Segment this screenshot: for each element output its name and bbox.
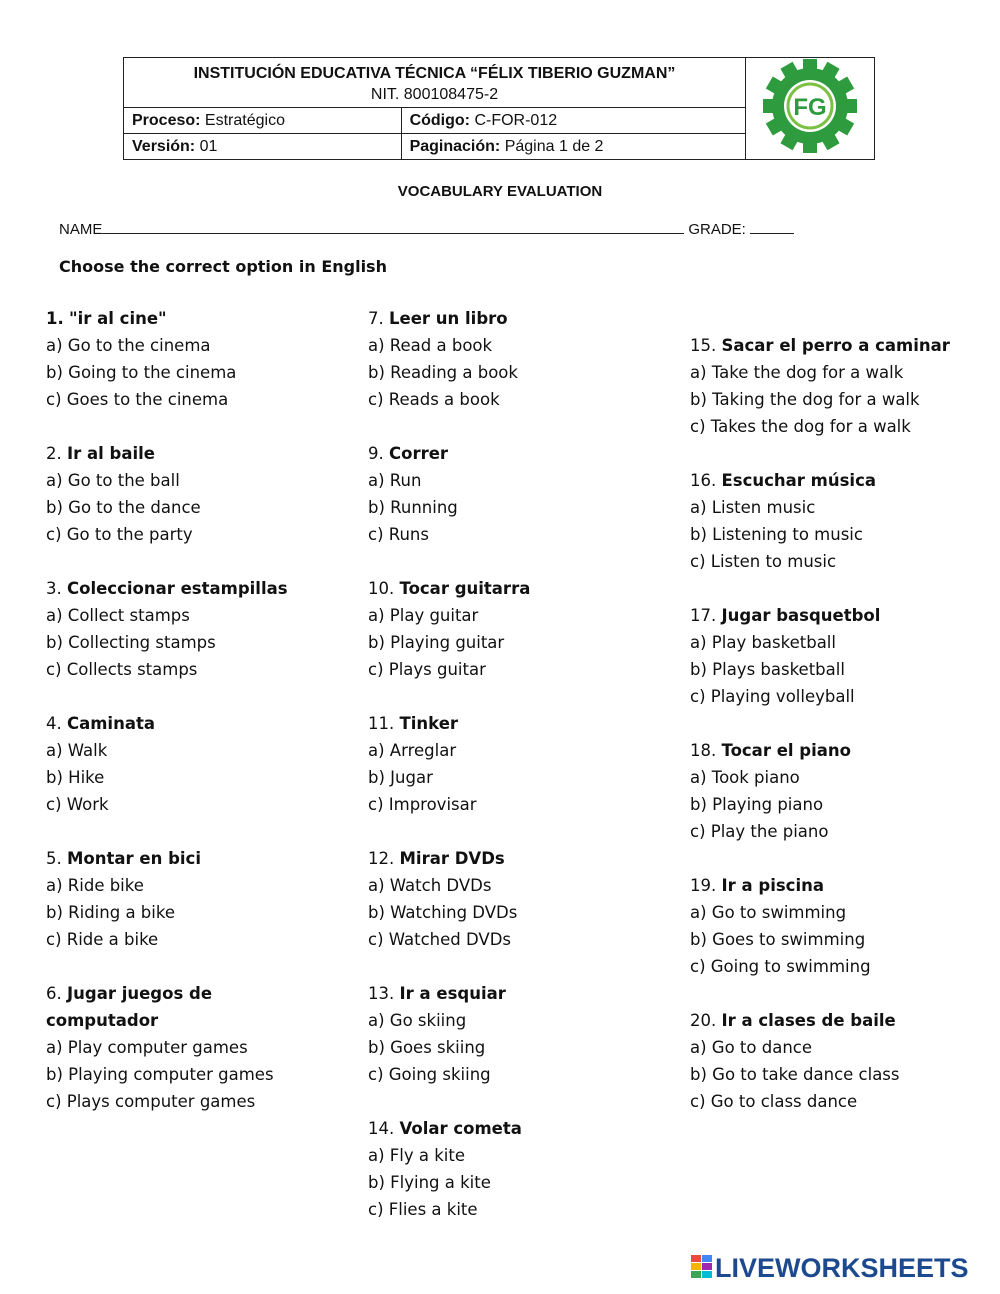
answer-option[interactable]: a) Play guitar	[368, 606, 479, 625]
answer-option[interactable]: c) Collects stamps	[46, 660, 198, 679]
question-column-3	[690, 332, 990, 1115]
answer-option[interactable]: a) Ride bike	[46, 876, 144, 895]
answer-option[interactable]: c) Runs	[368, 525, 429, 544]
question-block	[46, 305, 346, 413]
question-number: 19.	[690, 876, 717, 895]
answer-option[interactable]: b) Listening to music	[690, 525, 863, 544]
answer-option[interactable]: a) Go skiing	[368, 1011, 467, 1030]
name-label: NAME	[59, 221, 103, 238]
question-block	[690, 737, 990, 845]
answer-option[interactable]: a) Read a book	[368, 336, 493, 355]
question-title	[368, 575, 668, 602]
question-text: Tocar el piano	[721, 741, 851, 760]
question-spacer	[46, 953, 346, 980]
answer-option[interactable]: c) Flies a kite	[368, 1200, 478, 1219]
name-field[interactable]	[102, 219, 684, 234]
question-number: 17.	[690, 606, 717, 625]
question-spacer	[46, 548, 346, 575]
question-text-continued: computador	[46, 1011, 159, 1030]
question-block	[368, 1115, 668, 1223]
question-title	[46, 845, 346, 872]
answer-option[interactable]: a) Arreglar	[368, 741, 457, 760]
question-block	[368, 845, 668, 953]
question-block	[690, 1007, 990, 1115]
version-value: 01	[199, 137, 218, 155]
answer-option[interactable]: c) Playing volleyball	[690, 687, 855, 706]
name-grade-row	[59, 219, 794, 238]
question-title	[690, 467, 990, 494]
question-block	[368, 710, 668, 818]
question-column-2	[368, 305, 668, 1223]
question-spacer	[46, 413, 346, 440]
question-number: 4.	[46, 714, 62, 733]
question-text: "ir al cine"	[69, 309, 167, 328]
question-number: 3.	[46, 579, 62, 598]
answer-option[interactable]: b) Flying a kite	[368, 1173, 491, 1192]
codigo-value: C-FOR-012	[474, 111, 558, 129]
answer-option[interactable]: c) Work	[46, 795, 109, 814]
question-text: Sacar el perro a caminar	[721, 336, 950, 355]
logo-initials: FG	[793, 94, 827, 121]
grade-field[interactable]	[750, 219, 794, 234]
question-title	[46, 710, 346, 737]
answer-option[interactable]: c) Going to swimming	[690, 957, 871, 976]
question-block	[46, 845, 346, 953]
question-number: 2.	[46, 444, 62, 463]
question-text: Jugar basquetbol	[721, 606, 881, 625]
grade-label: GRADE:	[688, 221, 746, 238]
answer-option[interactable]: b) Playing guitar	[368, 633, 505, 652]
question-text: Ir a clases de baile	[721, 1011, 896, 1030]
question-text: Leer un libro	[389, 309, 508, 328]
question-number: 9.	[368, 444, 384, 463]
question-text: Tocar guitarra	[399, 579, 531, 598]
answer-option[interactable]: c) Reads a book	[368, 390, 500, 409]
answer-option[interactable]: b) Jugar	[368, 768, 433, 787]
answer-option[interactable]: b) Running	[368, 498, 458, 517]
question-block	[368, 575, 668, 683]
question-text: Volar cometa	[399, 1119, 522, 1138]
answer-option[interactable]: a) Play basketball	[690, 633, 836, 652]
question-text: Jugar juegos de	[67, 984, 213, 1003]
question-spacer	[368, 548, 668, 575]
paginacion-cell	[401, 134, 745, 160]
answer-option[interactable]: a) Run	[368, 471, 422, 490]
question-title	[690, 332, 990, 359]
question-text: Tinker	[399, 714, 459, 733]
question-number: 5.	[46, 849, 62, 868]
answer-option[interactable]: b) Collecting stamps	[46, 633, 216, 652]
question-block	[46, 440, 346, 548]
answer-option[interactable]: a) Listen music	[690, 498, 816, 517]
question-block	[46, 980, 346, 1115]
proceso-value: Estratégico	[204, 111, 285, 129]
answer-option[interactable]: c) Go to class dance	[690, 1092, 858, 1111]
question-spacer	[690, 845, 990, 872]
answer-option[interactable]: b) Playing piano	[690, 795, 824, 814]
answer-option[interactable]: c) Plays computer games	[46, 1092, 256, 1111]
question-title	[690, 872, 990, 899]
question-spacer	[368, 413, 668, 440]
question-title	[690, 1007, 990, 1034]
answer-option[interactable]: b) Watching DVDs	[368, 903, 518, 922]
answer-option[interactable]: c) Goes to the cinema	[46, 390, 229, 409]
instruction: Choose the correct option in English	[59, 257, 387, 276]
question-text: Coleccionar estampillas	[67, 579, 288, 598]
question-text: Ir a esquiar	[399, 984, 506, 1003]
question-number: 1.	[46, 309, 64, 328]
nit-number: NIT. 800108475-2	[370, 85, 499, 103]
question-number: 16.	[690, 471, 717, 490]
answer-option[interactable]: a) Took piano	[690, 768, 800, 787]
answer-option[interactable]: a) Go to the ball	[46, 471, 180, 490]
answer-option[interactable]: c) Ride a bike	[46, 930, 159, 949]
answer-option[interactable]: b) Playing computer games	[46, 1065, 274, 1084]
answer-option[interactable]: b) Reading a book	[368, 363, 518, 382]
answer-option[interactable]: a) Collect stamps	[46, 606, 190, 625]
answer-option[interactable]: c) Takes the dog for a walk	[690, 417, 911, 436]
question-number: 20.	[690, 1011, 717, 1030]
question-text: Caminata	[67, 714, 155, 733]
question-spacer	[46, 818, 346, 845]
question-column-1	[46, 305, 346, 1115]
question-number: 18.	[690, 741, 717, 760]
answer-option[interactable]: b) Plays basketball	[690, 660, 845, 679]
answer-option[interactable]: c) Listen to music	[690, 552, 837, 571]
answer-option[interactable]: c) Going skiing	[368, 1065, 491, 1084]
question-block	[368, 305, 668, 413]
question-text: Mirar DVDs	[399, 849, 505, 868]
question-title	[368, 1115, 668, 1142]
question-spacer	[690, 440, 990, 467]
question-number: 12.	[368, 849, 395, 868]
question-spacer	[46, 683, 346, 710]
question-title	[46, 575, 346, 602]
question-block	[690, 332, 990, 440]
question-spacer	[690, 710, 990, 737]
version-cell	[124, 134, 402, 160]
question-text: Montar en bici	[67, 849, 201, 868]
answer-option[interactable]: a) Play computer games	[46, 1038, 248, 1057]
answer-option[interactable]: a) Fly a kite	[368, 1146, 465, 1165]
question-title	[368, 440, 668, 467]
question-block	[46, 710, 346, 818]
question-title	[368, 305, 668, 332]
answer-option[interactable]: c) Watched DVDs	[368, 930, 511, 949]
header-table	[123, 57, 875, 160]
question-title	[368, 845, 668, 872]
question-block	[368, 980, 668, 1088]
institution-cell	[124, 58, 746, 108]
question-number: 7.	[368, 309, 384, 328]
version-label: Versión:	[132, 137, 196, 155]
question-text: Escuchar música	[721, 471, 876, 490]
codigo-cell	[401, 108, 745, 134]
liveworksheets-icon	[691, 1255, 713, 1283]
question-number: 13.	[368, 984, 395, 1003]
question-spacer	[368, 683, 668, 710]
answer-option[interactable]: a) Watch DVDs	[368, 876, 492, 895]
question-spacer	[368, 1088, 668, 1115]
question-number: 15.	[690, 336, 717, 355]
answer-option[interactable]: b) Riding a bike	[46, 903, 175, 922]
question-block	[690, 872, 990, 980]
answer-option[interactable]: a) Go to swimming	[690, 903, 847, 922]
answer-option[interactable]: a) Walk	[46, 741, 108, 760]
answer-option[interactable]: b) Go to take dance class	[690, 1065, 900, 1084]
question-title	[46, 440, 346, 467]
question-text: Ir a piscina	[721, 876, 825, 895]
answer-option[interactable]: b) Hike	[46, 768, 105, 787]
question-title	[368, 980, 668, 1007]
answer-option[interactable]: c) Plays guitar	[368, 660, 486, 679]
liveworksheets-logo	[691, 1253, 969, 1283]
question-spacer	[368, 818, 668, 845]
paginacion-value: Página 1 de 2	[504, 137, 604, 155]
proceso-label: Proceso:	[132, 111, 201, 129]
question-title	[368, 710, 668, 737]
question-number: 11.	[368, 714, 395, 733]
question-number: 14.	[368, 1119, 395, 1138]
answer-option[interactable]: a) Take the dog for a walk	[690, 363, 904, 382]
answer-option[interactable]: c) Go to the party	[46, 525, 193, 544]
question-title	[690, 602, 990, 629]
liveworksheets-wordmark: LIVEWORKSHEETS	[715, 1253, 969, 1283]
logo-cell	[746, 58, 875, 160]
answer-option[interactable]: b) Going to the cinema	[46, 363, 237, 382]
answer-option[interactable]: b) Go to the dance	[46, 498, 201, 517]
question-block	[368, 440, 668, 548]
school-logo	[760, 58, 860, 154]
answer-option[interactable]: b) Goes to swimming	[690, 930, 866, 949]
question-text: Correr	[389, 444, 449, 463]
question-block	[690, 467, 990, 575]
page-title: VOCABULARY EVALUATION	[397, 183, 603, 200]
question-title	[46, 305, 346, 332]
paginacion-label: Paginación:	[409, 137, 501, 155]
question-spacer	[368, 953, 668, 980]
proceso-cell	[124, 108, 402, 134]
question-block	[46, 575, 346, 683]
answer-option[interactable]: a) Go to the cinema	[46, 336, 211, 355]
answer-option[interactable]: b) Taking the dog for a walk	[690, 390, 920, 409]
question-title	[690, 737, 990, 764]
institution-name: INSTITUCIÓN EDUCATIVA TÉCNICA “FÉLIX TIBERIO GUZMAN”	[193, 64, 676, 82]
answer-option[interactable]: a) Go to dance	[690, 1038, 812, 1057]
question-spacer	[690, 575, 990, 602]
answer-option[interactable]: b) Goes skiing	[368, 1038, 486, 1057]
answer-option[interactable]: c) Play the piano	[690, 822, 829, 841]
answer-option[interactable]: c) Improvisar	[368, 795, 477, 814]
question-number: 10.	[368, 579, 395, 598]
question-title	[46, 980, 346, 1007]
question-text: Ir al baile	[67, 444, 156, 463]
codigo-label: Código:	[409, 111, 470, 129]
question-spacer	[690, 980, 990, 1007]
question-number: 6.	[46, 984, 62, 1003]
question-block	[690, 602, 990, 710]
